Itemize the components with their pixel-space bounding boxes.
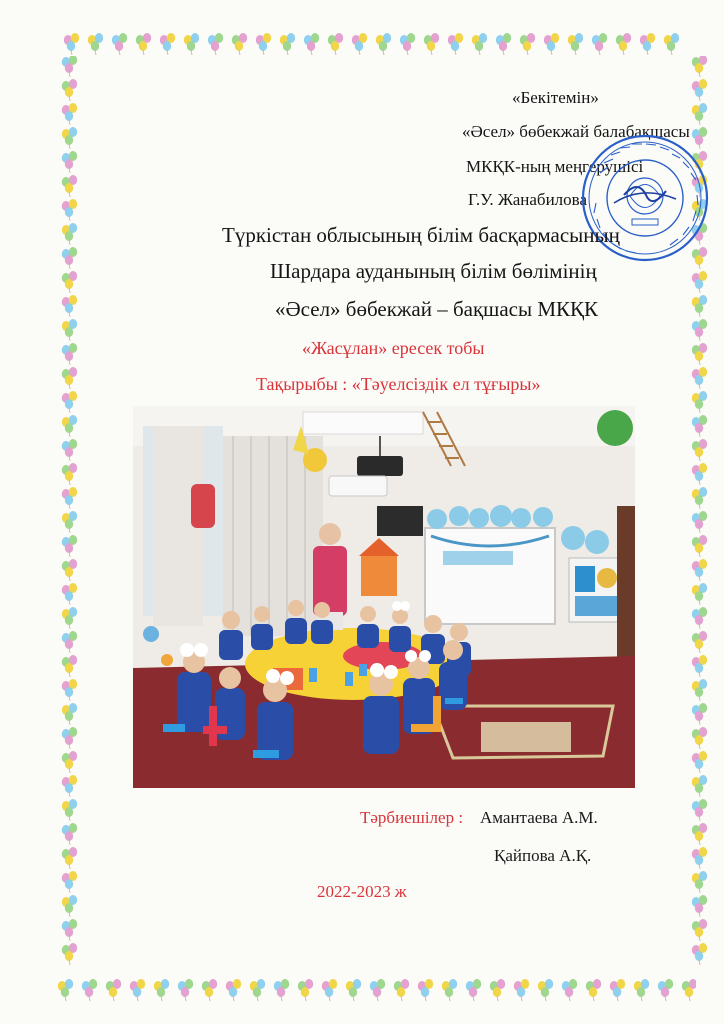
approval-position: МКҚК-ның меңгерушісі — [466, 157, 644, 176]
balloon-border-left — [60, 56, 84, 986]
title-region-department: Түркістан облысының білім басқармасының — [222, 223, 620, 247]
academic-year: 2022-2023 ж — [317, 882, 407, 901]
approval-heading: «Бекітемін» — [512, 88, 599, 107]
title-district-department: Шардара ауданының білім бөлімінің — [270, 259, 597, 283]
classroom-photo — [133, 406, 635, 788]
approval-kindergarten: «Әсел» бөбекжай балабақшасы — [462, 122, 690, 141]
teacher-name-1: Амантаева А.М. — [480, 808, 598, 827]
teachers-label: Тәрбиешілер : — [360, 808, 464, 827]
teacher-name-2: Қайпова А.Қ. — [494, 846, 592, 865]
balloon-border-bottom — [56, 978, 696, 1006]
group-name: «Жасұлан» ересек тобы — [302, 338, 485, 358]
topic-title: Тақырыбы : «Тәуелсіздік ел тұғыры» — [256, 374, 541, 394]
title-kindergarten-name: «Әсел» бөбекжай – бақшасы МКҚК — [275, 297, 599, 321]
approval-head-name: Г.У. Жанабилова — [468, 190, 587, 209]
balloon-border-top — [62, 32, 690, 60]
